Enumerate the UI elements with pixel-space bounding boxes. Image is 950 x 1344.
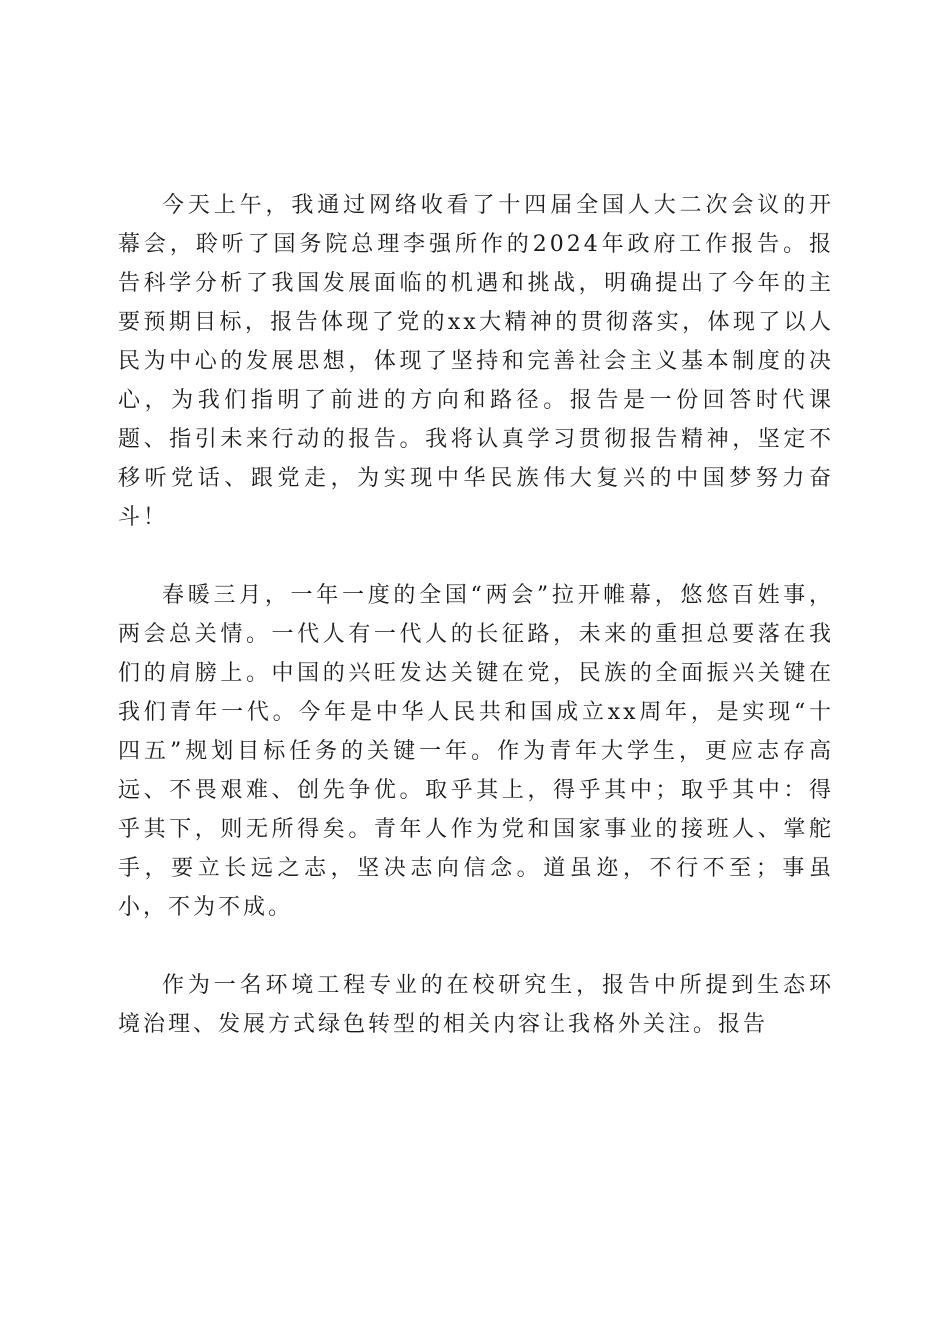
paragraph-1: 今天上午，我通过网络收看了十四届全国人大二次会议的开幕会，聆听了国务院总理李强所作的2024年政府工作报告。报告科学分析了我国发展面临的机遇和挑战，明确提出了今年的主要预期目标，报告体现了党的xx大精神的贯彻落实，体现了以人民为中心的发展思想，体现了坚持和完善社会主义基本制度的决心，为我们指明了前进的方向和路径。报告是一份回答时代课题、指引未来行动的报告。我将认真学习贯彻报告精神，坚定不移听党话、跟党走，为实现中华民族伟大复兴的中国梦努力奋斗！ xyxy=(118,193,834,530)
paragraph-2: 春暖三月，一年一度的全国“两会”拉开帷幕，悠悠百姓事，两会总关情。一代人有一代人的长征路，未来的重担总要落在我们的肩膀上。中国的兴旺发达关键在党，民族的全面振兴关键在我们青年一代。今年是中华人民共和国成立xx周年，是实现“十四五”规划目标任务的关键一年。作为青年大学生，更应志存高远、不畏艰难、创先争优。取乎其上，得乎其中；取乎其中：得乎其下，则无所得矣。青年人作为党和国家事业的接班人、掌舵手，要立长远之志，坚决志向信念。道虽迩，不行不至；事虽小，不为不成。 xyxy=(118,583,834,920)
paragraph-3: 作为一名环境工程专业的在校研究生，报告中所提到生态环境治理、发展方式绿色转型的相关内容让我格外关注。报告 xyxy=(118,973,834,1037)
document-body xyxy=(118,186,834,1044)
